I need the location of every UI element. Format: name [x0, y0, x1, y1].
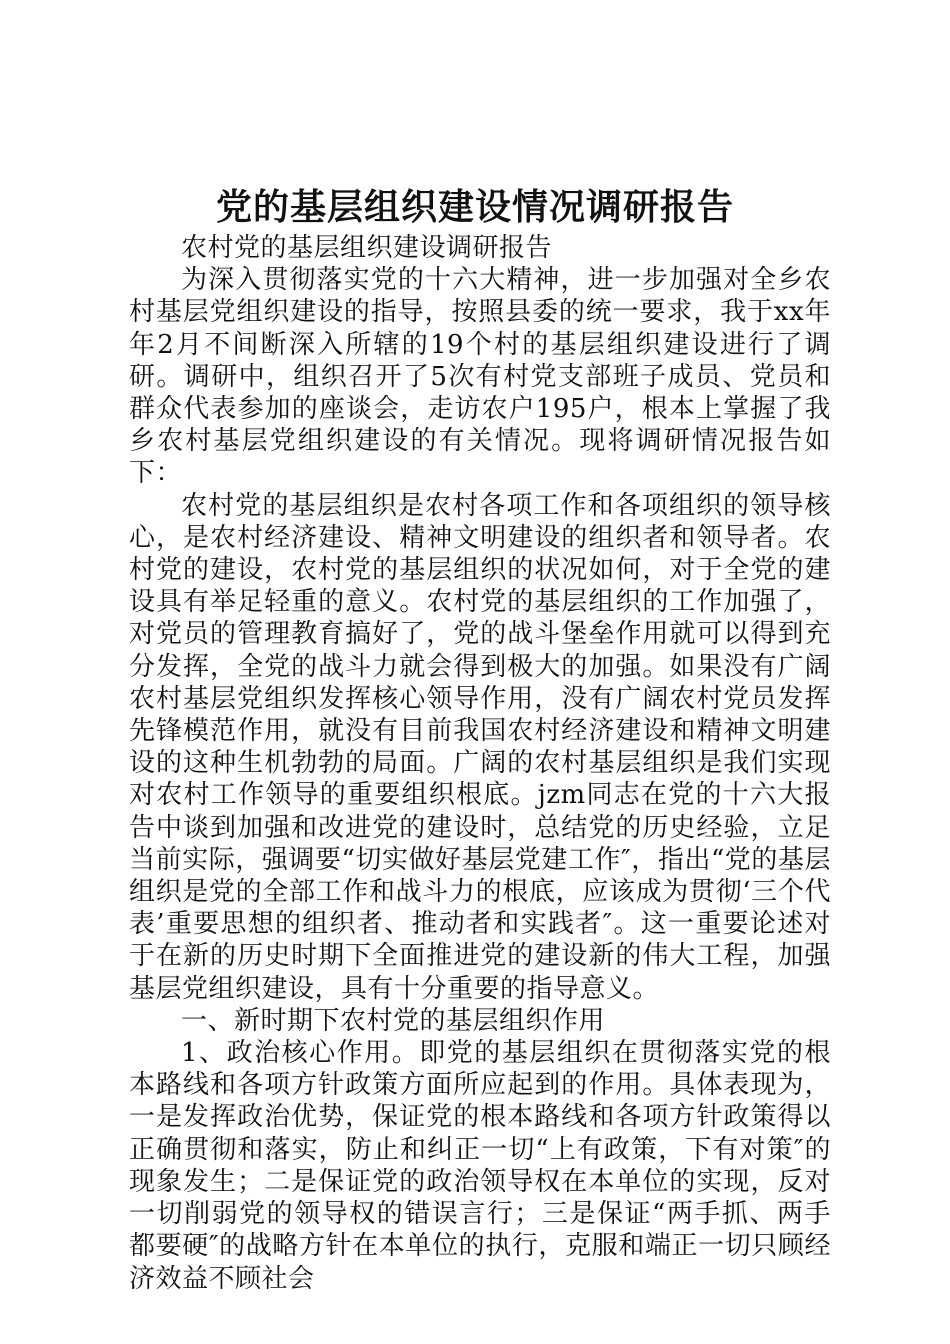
intro-paragraph: 为深入贯彻落实党的十六大精神，进一步加强对全乡农村基层党组织建设的指导，按照县委的统一要求，我于xx年年2月不间断深入所辖的19个村的基层组织建设进行了调研。调研中，组织召开了5次有村党支部班子成员、党员和群众代表参加的座谈会，走访农户195户，根本上掌握了我乡农村基层党组织建设的有关情况。现将调研情况报告如下：	[129, 265, 831, 489]
subtitle-paragraph: 农村党的基层组织建设调研报告	[181, 233, 553, 263]
document-body	[129, 232, 831, 1295]
body-paragraph: 1、政治核心作用。即党的基层组织在贯彻落实党的根本路线和各项方针政策方面所应起到的作用。具体表现为，一是发挥政治优势，保证党的根本路线和各项方针政策得以正确贯彻和落实，防止和纠正一切“上有政策，下有对策″的现象发生；二是保证党的政治领导权在本单位的实现，反对一切削弱党的领导权的错误言行；三是保证“两手抓、两手都要硬″的战略方针在本单位的执行，克服和端正一切只顾经济效益不顾社会	[129, 1038, 831, 1294]
section-heading: 一、新时期下农村党的基层组织作用	[181, 1005, 606, 1036]
document-title: 党的基层组织建设情况调研报告	[215, 186, 734, 228]
body-paragraph: 农村党的基层组织是农村各项工作和各项组织的领导核心，是农村经济建设、精神文明建设的组织者和领导者。农村党的建设，农村党的基层组织的状况如何，对于全党的建设具有举足轻重的意义。农村党的基层组织的工作加强了，对党员的管理教育搞好了，党的战斗堡垒作用就可以得到充分发挥，全党的战斗力就会得到极大的加强。如果没有广阔农村基层党组织发挥核心领导作用，没有广阔农村党员发挥先锋模范作用，就没有目前我国农村经济建设和精神文明建设的这种生机勃勃的局面。广阔的农村基层组织是我们实现对农村工作领导的重要组织根底。jzm同志在党的十六大报告中谈到加强和改进党的建设时，总结党的历史经验，立足当前实际，强调要“切实做好基层党建工作″，指出“党的基层组织是党的全部工作和战斗力的根底，应该成为贯彻‘三个代表’重要思想的组织者、推动者和实践者″。这一重要论述对于在新的历史时期下全面推进党的建设新的伟大工程，加强基层党组织建设，具有十分重要的指导意义。	[129, 490, 831, 1004]
